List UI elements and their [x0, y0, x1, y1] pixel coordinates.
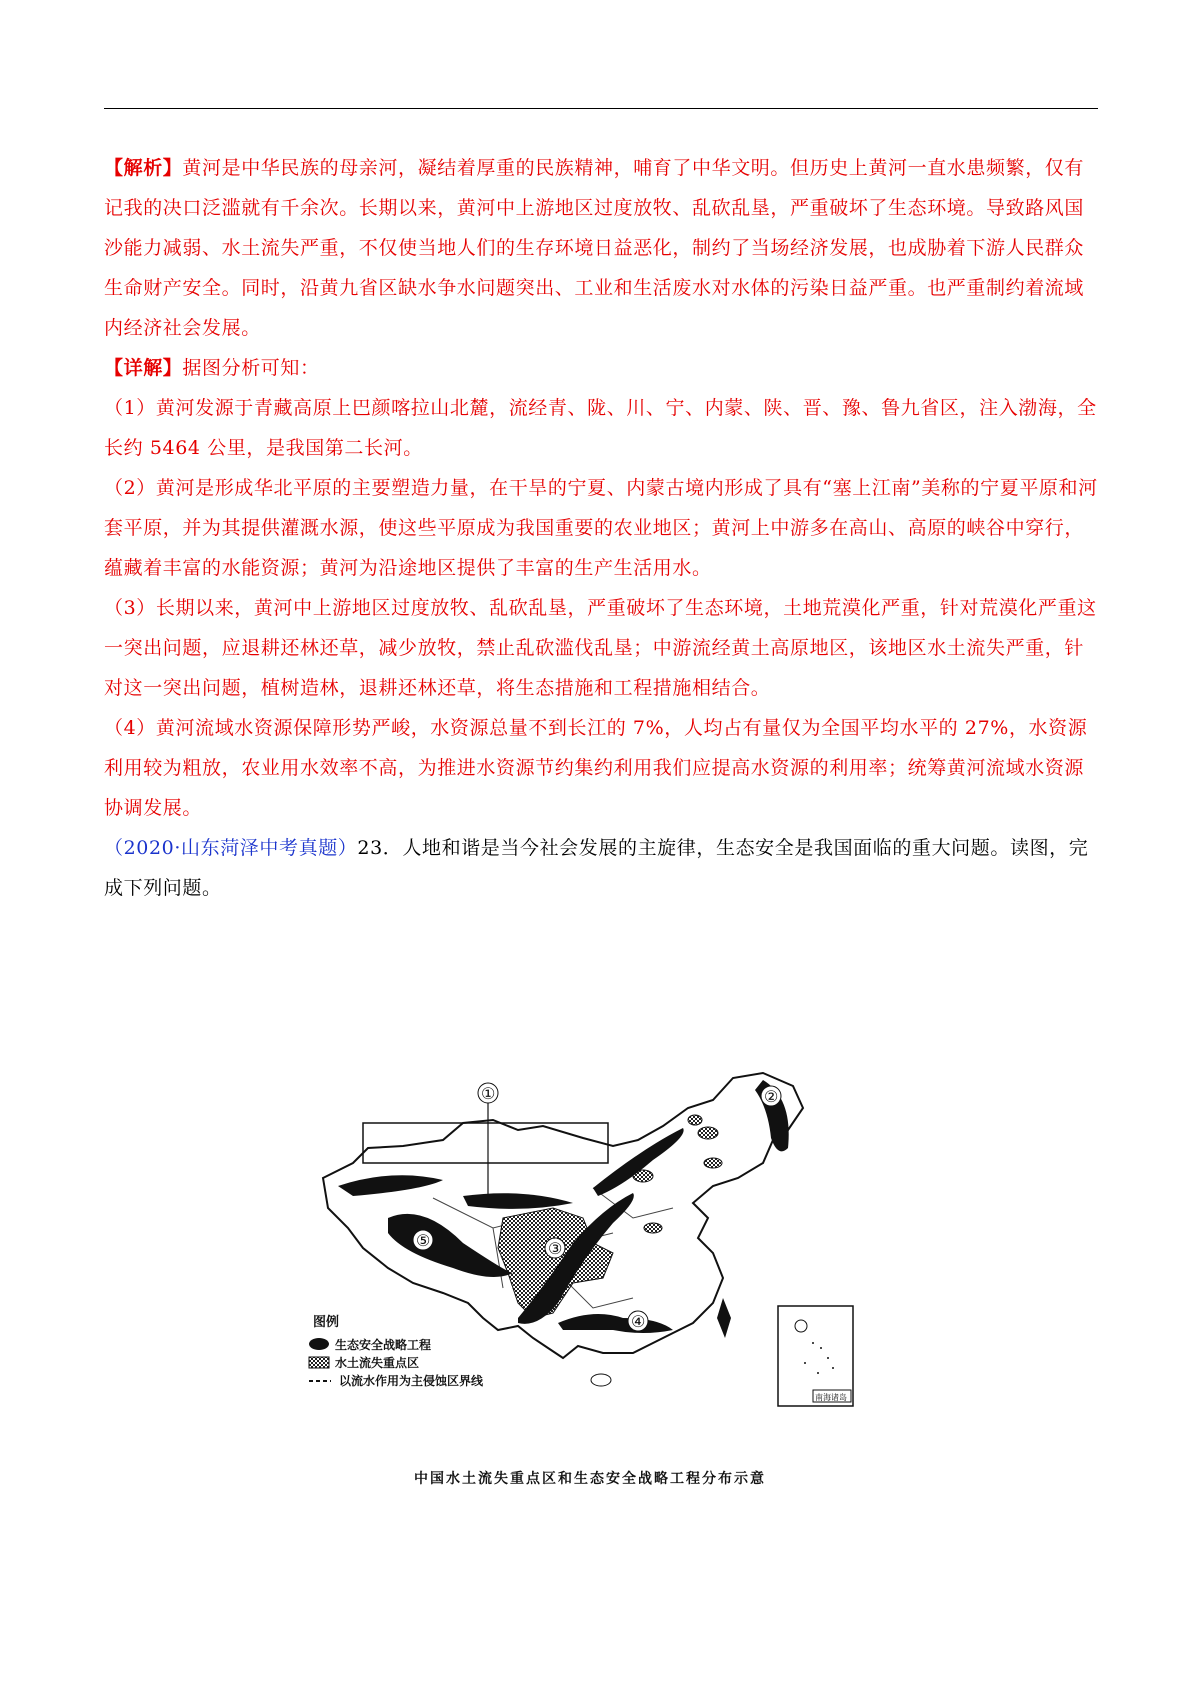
document-body — [104, 148, 1098, 908]
detail-item-1: （1）黄河发源于青藏高原上巴颜喀拉山北麓，流经青、陇、川、宁、内蒙、陕、晋、豫、鲁九省区，注入渤海，全长约 5464 公里，是我国第二长河。 — [104, 397, 1097, 459]
detail-item-3: （3）长期以来，黄河中上游地区过度放牧、乱砍乱垦，严重破坏了生态环境，土地荒漠化严重，针对荒漠化严重这一突出问题，应退耕还林还草，减少放牧，禁止乱砍滥伐乱垦；中游流经黄土高原地区，该地区水土流失严重，针对这一突出问题，植树造林，退耕还林还草，将生态措施和工程措施相结合。 — [104, 597, 1097, 699]
figure-caption: 中国水土流失重点区和生态安全战略工程分布示意 — [414, 1471, 766, 1487]
legend-title: 图例 — [313, 1315, 340, 1330]
marker-3: ③ — [548, 1239, 563, 1258]
belt-northern — [338, 1175, 443, 1196]
detail-item-4: （4）黄河流域水资源保障形势严峻，水资源总量不到长江的 7%，人均占有量仅为全国平均水平的 27%，水资源利用较为粗放，农业用水效率不高，为推进水资源节约集约利用我们应提高水资源的利用率；统筹黄河流域水资源协调发展。 — [104, 717, 1088, 819]
marker-5: ⑤ — [416, 1231, 431, 1250]
china-map-figure — [293, 1068, 887, 1488]
detail-intro: 据图分析可知： — [182, 357, 320, 379]
detail-tag: 【详解】 — [104, 357, 183, 379]
marker-4: ④ — [631, 1312, 646, 1331]
analysis-text: 黄河是中华民族的母亲河，凝结着厚重的民族精神，哺育了中华文明。但历史上黄河一直水患频繁，仅有记我的决口泛滥就有千余次。长期以来，黄河中上游地区过度放牧、乱砍乱垦，严重破坏了生态环境。导致路风国沙能力减弱、水土流失严重，不仅使当地人们的生存环境日益恶化，制约了当场经济发展，也成胁着下游人民群众生命财产安全。同时，沿黄九省区缺水争水问题突出、工业和生活废水对水体的污染日益严重。也严重制约着流域内经济社会发展。 — [104, 157, 1085, 339]
analysis-paragraph — [104, 148, 1098, 348]
legend-item-erosion: 水土流失重点区 — [335, 1356, 420, 1370]
analysis-tag: 【解析】 — [104, 157, 183, 179]
marker-1: ① — [481, 1084, 496, 1103]
belt-south — [558, 1314, 673, 1333]
question-text: 23．人地和谐是当今社会发展的主旋律，生态安全是我国面临的重大问题。读图，完成下列问题。 — [104, 837, 1089, 899]
inset-label: 南海诸岛 — [815, 1393, 847, 1402]
question-source: （2020·山东菏泽中考真题） — [104, 837, 358, 859]
detail-heading — [104, 348, 1098, 388]
question-paragraph — [104, 828, 1098, 908]
belt-tibet — [388, 1214, 513, 1277]
marker-2: ② — [764, 1087, 779, 1106]
legend-item-belt: 生态安全战略工程 — [335, 1338, 432, 1352]
detail-item-2: （2）黄河是形成华北平原的主要塑造力量，在干旱的宁夏、内蒙古境内形成了具有“塞上江南”美称的宁夏平原和河套平原，并为其提供灌溉水源，使这些平原成为我国重要的农业地区；黄河上中游多在高山、高原的峡谷中穿行，蕴藏着丰富的水能资源；黄河为沿途地区提供了丰富的生产生活用水。 — [104, 477, 1098, 579]
legend-item-boundary: 以流水作用为主侵蚀区界线 — [339, 1374, 484, 1388]
header-rule — [104, 108, 1098, 109]
